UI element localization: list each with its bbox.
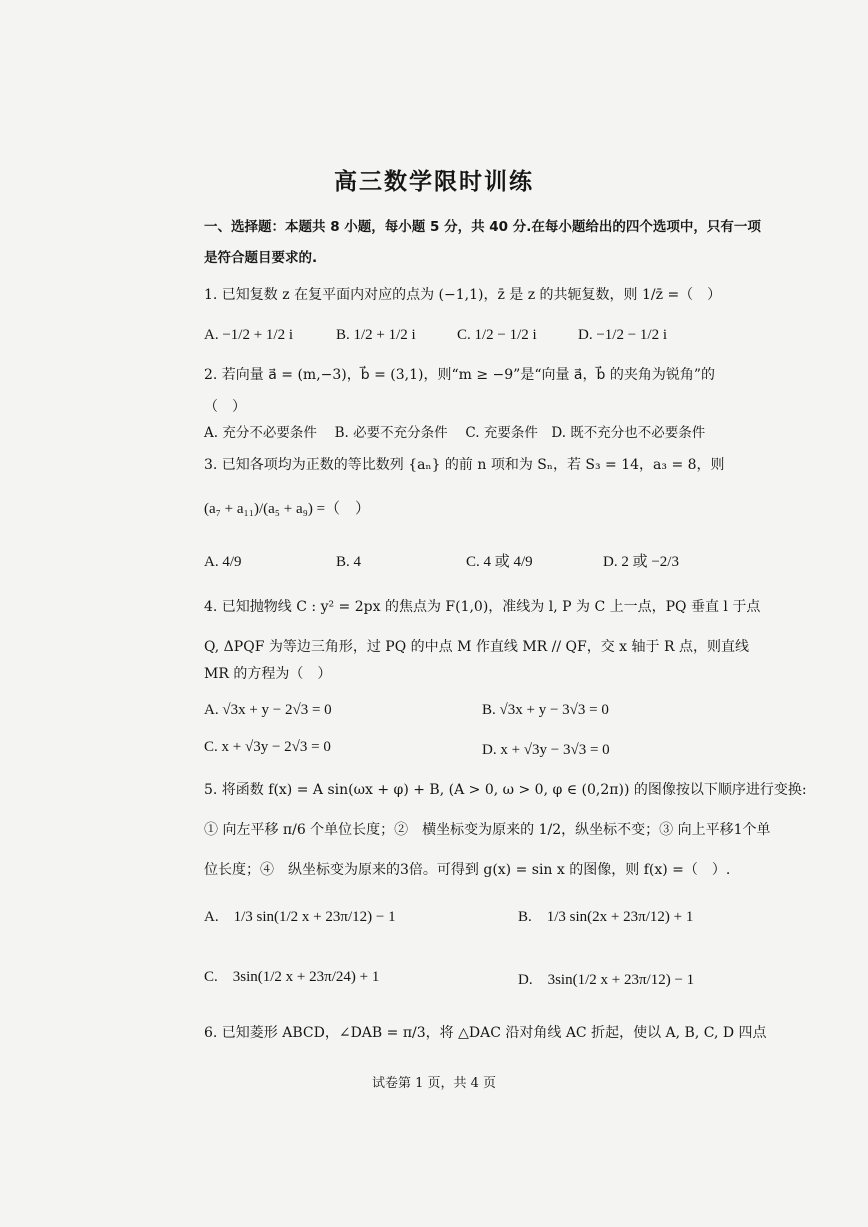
q5-option-c: C. 3sin(1/2 x + 23π/24) + 1	[204, 969, 380, 985]
q3-stem: 3. 已知各项均为正数的等比数列 {aₙ} 的前 n 项和为 Sₙ，若 S₃ = 14，a₃ = 8，则	[204, 457, 725, 473]
q1-option-c: C. 1/2 − 1/2 i	[457, 327, 537, 343]
q3-option-d: D. 2 或 −2/3	[603, 554, 679, 570]
q1-option-d: D. −1/2 − 1/2 i	[578, 327, 668, 343]
q3-option-c: C. 4 或 4/9	[466, 554, 533, 570]
q1-stem: 1. 已知复数 z 在复平面内对应的点为 (−1,1)，z̄ 是 z 的共轭复数，则 1/z̄ =（ ）	[204, 287, 722, 303]
q5-line2: ① 向左平移 π/6 个单位长度；② 横坐标变为原来的 1/2，纵坐标不变；③ 向上平移1个单	[204, 822, 771, 838]
q2-stem: 2. 若向量 a⃗ = (m,−3)，b⃗ = (3,1)，则“m ≥ −9”是“向量 a⃗，b⃗ 的夹角为锐角”的	[204, 367, 715, 383]
q5-option-d: D. 3sin(1/2 x + 23π/12) − 1	[518, 972, 695, 988]
q1-option-a: A. −1/2 + 1/2 i	[204, 327, 294, 343]
q5-line3: 位长度；④ 纵坐标变为原来的3倍。可得到 g(x) = sin x 的图像，则 f(x) =（ ）.	[204, 862, 731, 878]
q5-line1: 5. 将函数 f(x) = A sin(ωx + φ) + B, (A > 0, ω > 0, φ ∈ (0,2π)) 的图像按以下顺序进行变换:	[204, 782, 807, 798]
section-header-line1: 一、选择题：本题共 8 小题，每小题 5 分，共 40 分.在每小题给出的四个选项中，只有一项	[204, 219, 761, 235]
q3-option-b: B. 4	[336, 554, 362, 570]
q4-option-c: C. x + √3y − 2√3 = 0	[204, 739, 331, 755]
section-header-line2: 是符合题目要求的.	[204, 250, 318, 266]
q5-option-a: A. 1/3 sin(1/2 x + 23π/12) − 1	[204, 909, 396, 925]
q2-options: A. 充分不必要条件 B. 必要不充分条件 C. 充要条件 D. 既不充分也不必要条件	[204, 425, 706, 441]
page-footer: 试卷第 1 页，共 4 页	[371, 1076, 497, 1091]
q4-option-a: A. √3x + y − 2√3 = 0	[204, 702, 332, 718]
q4-line1: 4. 已知抛物线 C : y² = 2px 的焦点为 F(1,0)，准线为 l, P 为 C 上一点，PQ 垂直 l 于点	[204, 599, 761, 615]
q2-answer-paren: （ ）	[204, 399, 246, 415]
q6-line1: 6. 已知菱形 ABCD，∠DAB = π/3，将 △DAC 沿对角线 AC 折起，使以 A, B, C, D 四点	[204, 1025, 767, 1041]
q4-line2: Q, ΔPQF 为等边三角形，过 PQ 的中点 M 作直线 MR // QF，交 x 轴于 R 点，则直线	[204, 639, 749, 655]
q3-expression: (a₇ + a₁₁)/(a₅ + a₉) =（ ）	[204, 501, 371, 517]
q5-option-b: B. 1/3 sin(2x + 23π/12) + 1	[518, 909, 694, 925]
q4-option-d: D. x + √3y − 3√3 = 0	[482, 742, 610, 758]
q1-option-b: B. 1/2 + 1/2 i	[336, 327, 416, 343]
q3-option-a: A. 4/9	[204, 554, 242, 570]
q4-option-b: B. √3x + y − 3√3 = 0	[482, 702, 609, 718]
q4-line3: MR 的方程为（ ）	[204, 666, 332, 682]
page-title: 高三数学限时训练	[334, 168, 534, 195]
